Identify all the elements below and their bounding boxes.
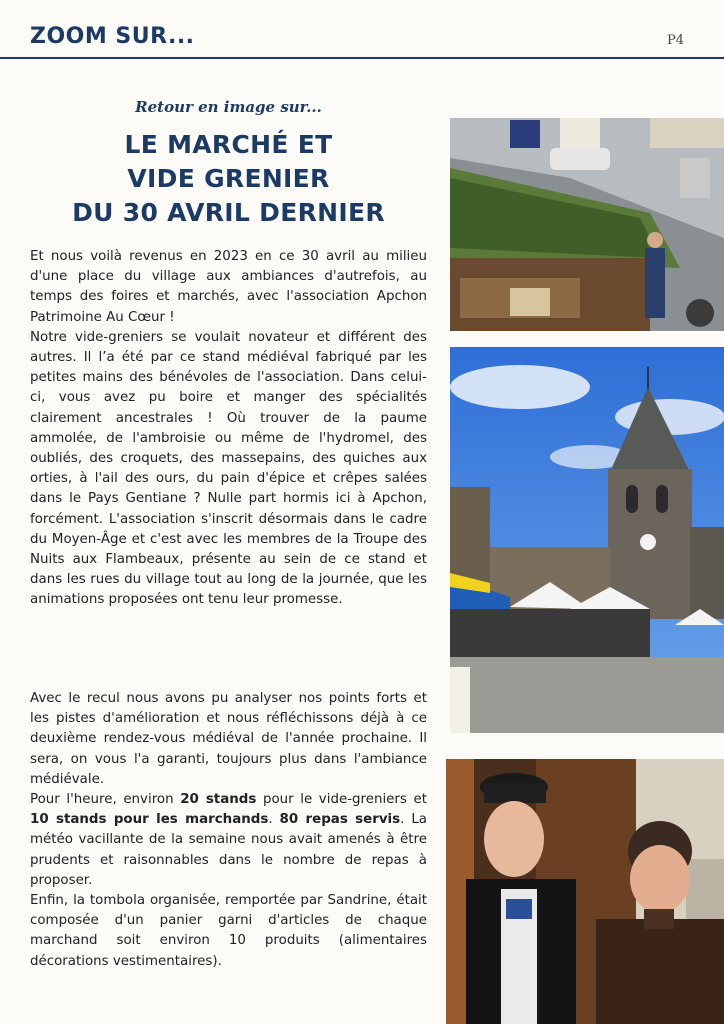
article-kicker: Retour en image sur... bbox=[135, 98, 322, 116]
stat-merchants: 10 stands pour les marchands bbox=[30, 812, 269, 828]
article-headline bbox=[30, 128, 427, 230]
market-stall-photo bbox=[450, 118, 724, 331]
headline-line-1: LE MARCHÉ ET bbox=[124, 130, 333, 159]
header-divider bbox=[0, 57, 724, 59]
headline-line-2: VIDE GRENIER bbox=[127, 164, 330, 193]
stats-text: . bbox=[268, 812, 280, 828]
headline-line-3: DU 30 AVRIL DERNIER bbox=[72, 198, 385, 227]
section-title: ZOOM SUR... bbox=[30, 24, 195, 49]
page-header bbox=[0, 0, 724, 60]
stat-stands: 20 stands bbox=[180, 792, 257, 808]
stats-text: . La météo vacillante de la semaine nous avait amenés à être prudents et raisonnables dans le nombre de repas à proposer. bbox=[30, 812, 428, 888]
paragraph-review: Avec le recul nous avons pu analyser nos points forts et les pistes d'amélioration et nous réfléchissons déjà à ce deuxième rendez-vous médiéval de l'année prochaine. Il sera, on vous l'a garanti, toujours plus dans l'ambiance médiévale. bbox=[30, 691, 427, 787]
article-body-block-1 bbox=[30, 247, 427, 611]
stats-text: pour le vide-greniers et bbox=[256, 792, 427, 808]
paragraph-tombola: Enfin, la tombola organisée, remportée par Sandrine, était composée d'un panier garni d'articles de chaque marchand soit environ 10 produits (alimentaires décorations vestimentaires). bbox=[30, 893, 427, 969]
paragraph-intro: Et nous voilà revenus en 2023 en ce 30 avril au milieu d'une place du village aux ambiances d'autrefois, au temps des foires et marchés, avec l'association Apchon Patrimoine Au Cœur ! bbox=[30, 249, 427, 325]
paragraph-stats bbox=[30, 790, 427, 891]
article-body-block-2 bbox=[30, 689, 427, 972]
page-number: P4 bbox=[666, 33, 684, 48]
stat-meals: 80 repas servis bbox=[279, 812, 401, 828]
church-square-photo bbox=[450, 347, 724, 733]
costumed-boys-photo bbox=[446, 759, 724, 1024]
paragraph-stand: Notre vide-greniers se voulait novateur et différent des autres. Il l’a été par ce stand médiéval fabriqué par les petites mains des bénévoles de l'association. Dans celui-ci, vous avez pu boire et manger des spécialités clairement ancestrales ! Où trouver de la paume ammolée, de l'ambroisie ou même de l'hydromel, des oubliés, des croquets, des massepains, des quiches aux orties, à l'ail des ours, du pain d'épice et crêpes salées dans le Pays Gentiane ? Nulle part hormis ici à Apchon, forcément. L'association s'inscrit désormais dans le cadre du Moyen-Âge et c'est avec les membres de la Troupe des Nuits aux Flambeaux, présente au sein de ce stand et dans les rues du village tout au long de la journée, que les animations proposées ont tenu leur promesse. bbox=[30, 329, 427, 608]
stats-text: Pour l'heure, environ bbox=[30, 792, 181, 808]
